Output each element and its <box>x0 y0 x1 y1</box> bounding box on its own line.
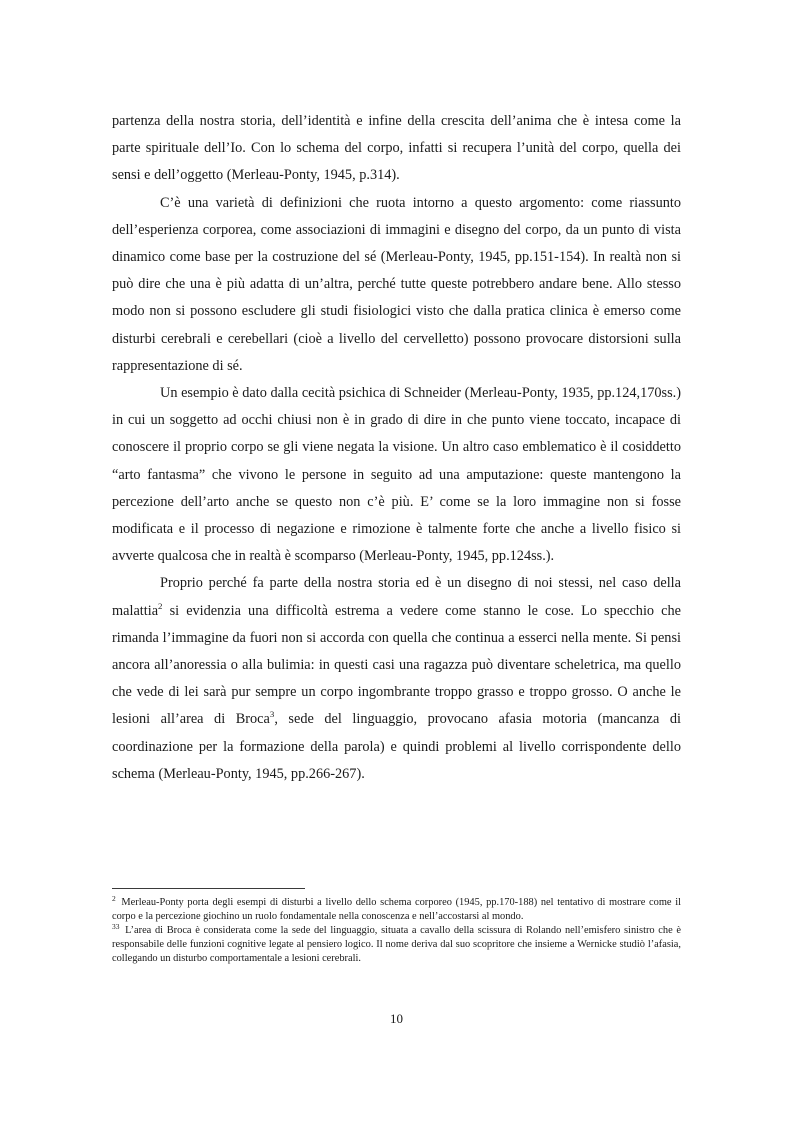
paragraph-2: C’è una varietà di definizioni che ruota intorno a questo argomento: come riassunto dell’esperienza corporea, come associazioni di immagini e disegno del corpo, da un punto di vista dinamico come base per la costruzione del sé (Merleau-Ponty, 1945, pp.151-154). In realtà non si può dire che una è più adatta di un’altra, perché tutte queste potrebbero andare bene. Allo stesso modo non si possono escludere gli studi fisiologici visto che dalla pratica clinica è emerso come disturbi cerebrali e cerebellari (cioè a livello del cervelletto) possono provocare distorsioni sulla rappresentazione di sé. <box>112 194 681 374</box>
footnote-marker-3: 33 <box>112 921 120 931</box>
paragraph-4-part-3: , sede del linguaggio, provocano afasia motoria (mancanza di coordinazione per la formazione della parola) e quindi problemi al livello corrispondente dello schema (Merleau-Ponty, 1945, pp.266-267). <box>112 711 682 782</box>
footnote-text-2: Merleau-Ponty porta degli esempi di disturbi a livello dello schema corporeo (1945, pp.170-188) nel tentativo di mostrare come il corpo e la percezione giochino un ruolo fondamentale nella conoscenza e nell’accostarsi al mondo. <box>112 897 681 923</box>
footnote-text-3: L’area di Broca è considerata come la sede del linguaggio, situata a cavallo della scissura di Rolando nell’emisfero sinistro che è responsabile delle funzioni cognitive legate al pensiero logico. Il nome deriva dal suo scopritore che insieme a Wernicke studiò l’afasia, collegando un disturbo comportamentale a lesioni cerebrali. <box>112 925 681 965</box>
paragraph-4-part-1: Proprio perché fa parte della nostra storia ed è un disegno di noi stessi, nel caso della malattia <box>112 575 681 619</box>
paragraph-4-part-2: si evidenzia una difficoltà estrema a vedere come stanno le cose. Lo specchio che rimanda l’immagine da fuori non si accorda con quella che continua a esserci nella mente. Si pensi ancora all’anoressia o alla bulimia: in questi casi una ragazza può diventare scheletrica, ma quello che vede di lei sarà pur sempre un corpo ingombrante troppo grasso e troppo grosso. O anche le lesioni all’area di Broca <box>112 602 681 728</box>
page-number: 10 <box>390 1011 403 1026</box>
paragraph-3: Un esempio è dato dalla cecità psichica di Schneider (Merleau-Ponty, 1935, pp.124,170ss.) in cui un soggetto ad occhi chiusi non è in grado di dire in che punto viene toccato, incapace di conoscere il proprio corpo se gli viene negata la visione. Un altro caso emblematico è il cosiddetto “arto fantasma” che vivono le persone in seguito ad una amputazione: queste mantengono la percezione dell’arto anche se questo non c’è più. E’ come se la loro immagine non si fosse modificata e il processo di negazione e rimozione è talmente forte che anche a livello fisico si avverte qualcosa che in realtà è scomparso (Merleau-Ponty, 1945, pp.124ss.). <box>112 385 681 565</box>
footnote-marker-2: 2 <box>112 893 116 903</box>
footnote-separator-rule <box>112 888 305 889</box>
footnote-item-2 <box>112 893 681 924</box>
footnote-item-3 <box>112 921 681 966</box>
paragraph-1: partenza della nostra storia, dell’identità e infine della crescita dell’anima che è intesa come la parte spirituale dell’Io. Con lo schema del corpo, infatti si recupera l’unità del corpo, quella dei sensi e dell’oggetto (Merleau-Ponty, 1945, p.314). <box>112 113 681 184</box>
footnote-ref-2[interactable]: 2 <box>158 600 163 611</box>
paragraph-4 <box>112 570 681 788</box>
footnote-ref-3[interactable]: 3 <box>269 709 275 720</box>
footnotes-section <box>112 888 681 966</box>
body-text-block <box>112 108 681 788</box>
